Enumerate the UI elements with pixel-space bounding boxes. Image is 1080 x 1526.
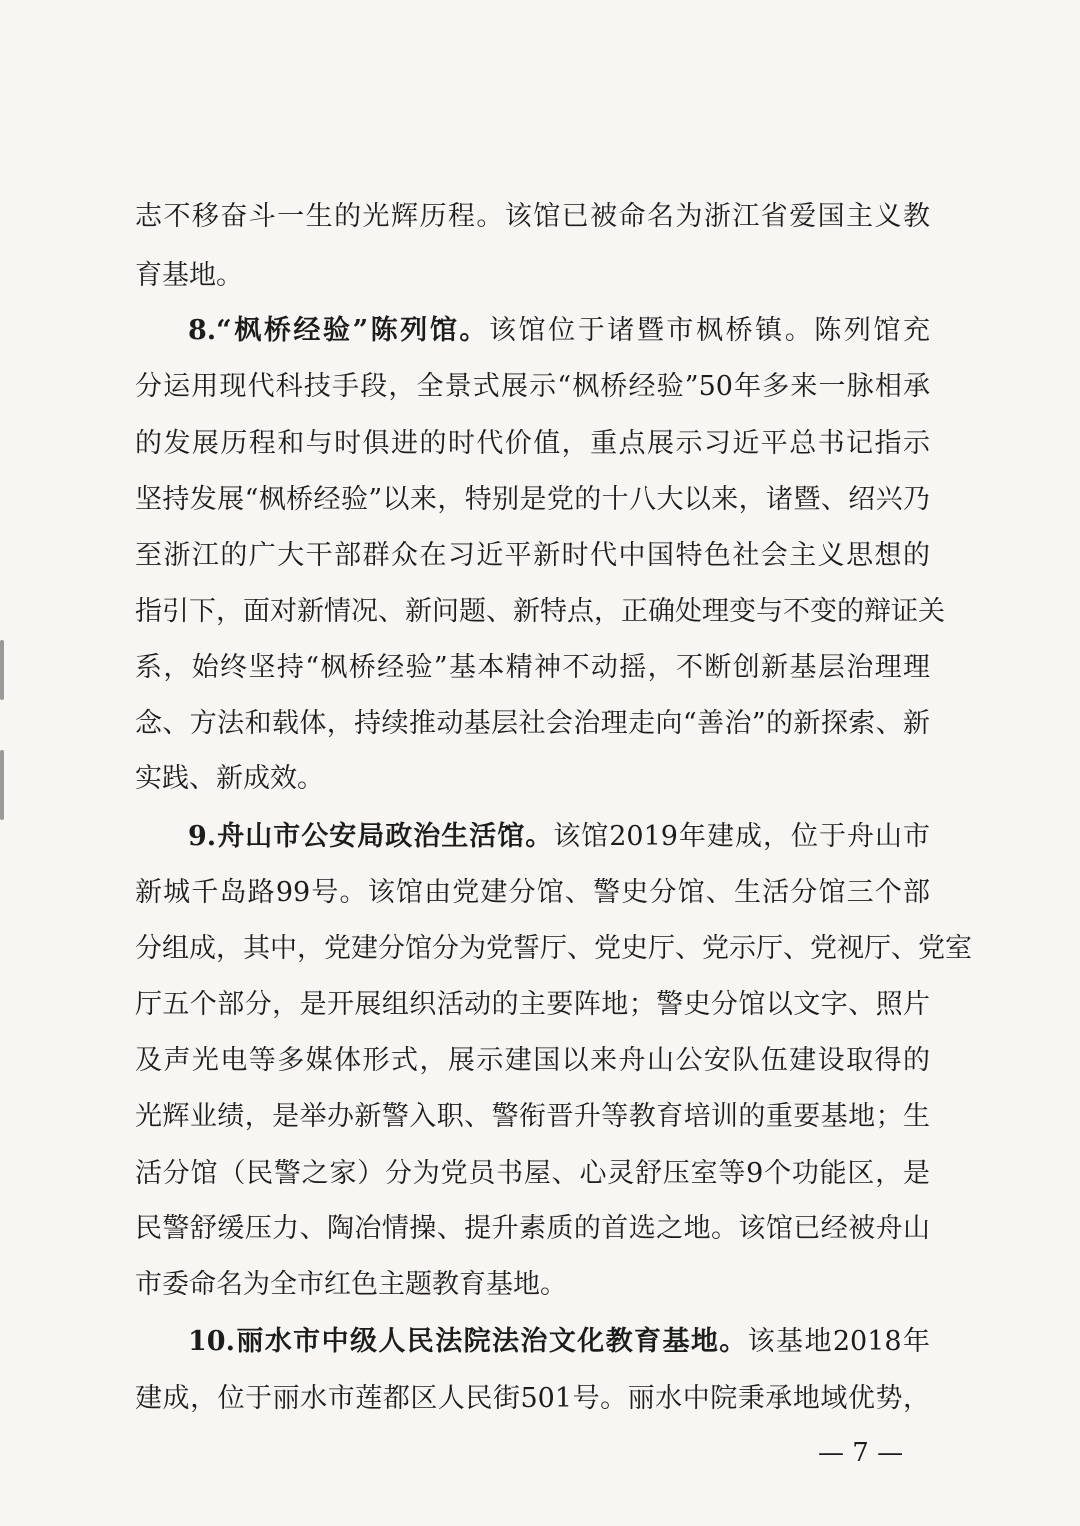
body-line: 建成，位于丽水市莲都区人民街501号。丽水中院秉承地域优势， (135, 1383, 930, 1414)
body-text: 该基地2018年 (747, 1326, 930, 1357)
body-line: 坚持发展“枫桥经验”以来，特别是党的十八大以来，诸暨、绍兴乃 (135, 484, 930, 515)
paragraph-8-first-line (188, 314, 930, 348)
body-line: 分运用现代科技手段，全景式展示“枫桥经验”50年多来一脉相承 (135, 371, 930, 402)
body-line: 及声光电等多媒体形式，展示建国以来舟山公安队伍建设取得的 (135, 1045, 930, 1076)
body-line: 实践、新成效。 (135, 763, 324, 794)
body-line: 的发展历程和与时俱进的时代价值，重点展示习近平总书记指示 (135, 428, 930, 459)
heading-lishui-court-base: 10.丽水市中级人民法院法治文化教育基地。 (188, 1326, 748, 1357)
heading-zhoushan-police-museum: 9.舟山市公安局政治生活馆。 (188, 821, 554, 852)
body-line: 系，始终坚持“枫桥经验”基本精神不动摇，不断创新基层治理理 (135, 652, 930, 683)
body-line: 新城千岛路99号。该馆由党建分馆、警史分馆、生活分馆三个部 (135, 877, 930, 908)
paragraph-9-first-line (188, 820, 930, 854)
paragraph-10-first-line (188, 1325, 930, 1359)
body-line: 至浙江的广大干部群众在习近平新时代中国特色社会主义思想的 (135, 540, 930, 571)
body-text: 该馆2019年建成，位于舟山市 (553, 821, 931, 852)
body-line: 念、方法和载体，持续推动基层社会治理走向“善治”的新探索、新 (135, 708, 930, 739)
body-line: 分组成，其中，党建分馆分为党誓厅、党史厅、党示厅、党视厅、党室 (135, 933, 972, 964)
body-line: 育基地。 (135, 260, 243, 291)
heading-fengqiao-museum: 8.“枫桥经验”陈列馆。 (188, 315, 489, 346)
scan-edge-mark (0, 750, 4, 820)
page-number: — 7 — (818, 1438, 904, 1468)
body-line: 志不移奋斗一生的光辉历程。该馆已被命名为浙江省爱国主义教 (135, 201, 930, 232)
body-line: 厅五个部分，是开展组织活动的主要阵地；警史分馆以文字、照片 (135, 989, 930, 1020)
body-line: 指引下，面对新情况、新问题、新特点，正确处理变与不变的辩证关 (135, 596, 945, 627)
body-line: 光辉业绩，是举办新警入职、警衔晋升等教育培训的重要基地；生 (135, 1101, 930, 1132)
body-line: 民警舒缓压力、陶冶情操、提升素质的首选之地。该馆已经被舟山 (135, 1213, 930, 1244)
body-line: 活分馆（民警之家）分为党员书屋、心灵舒压室等9个功能区，是 (135, 1158, 930, 1189)
body-text: 该馆位于诸暨市枫桥镇。陈列馆充 (488, 315, 931, 346)
body-line: 市委命名为全市红色主题教育基地。 (135, 1269, 567, 1300)
scan-edge-mark (0, 640, 4, 700)
